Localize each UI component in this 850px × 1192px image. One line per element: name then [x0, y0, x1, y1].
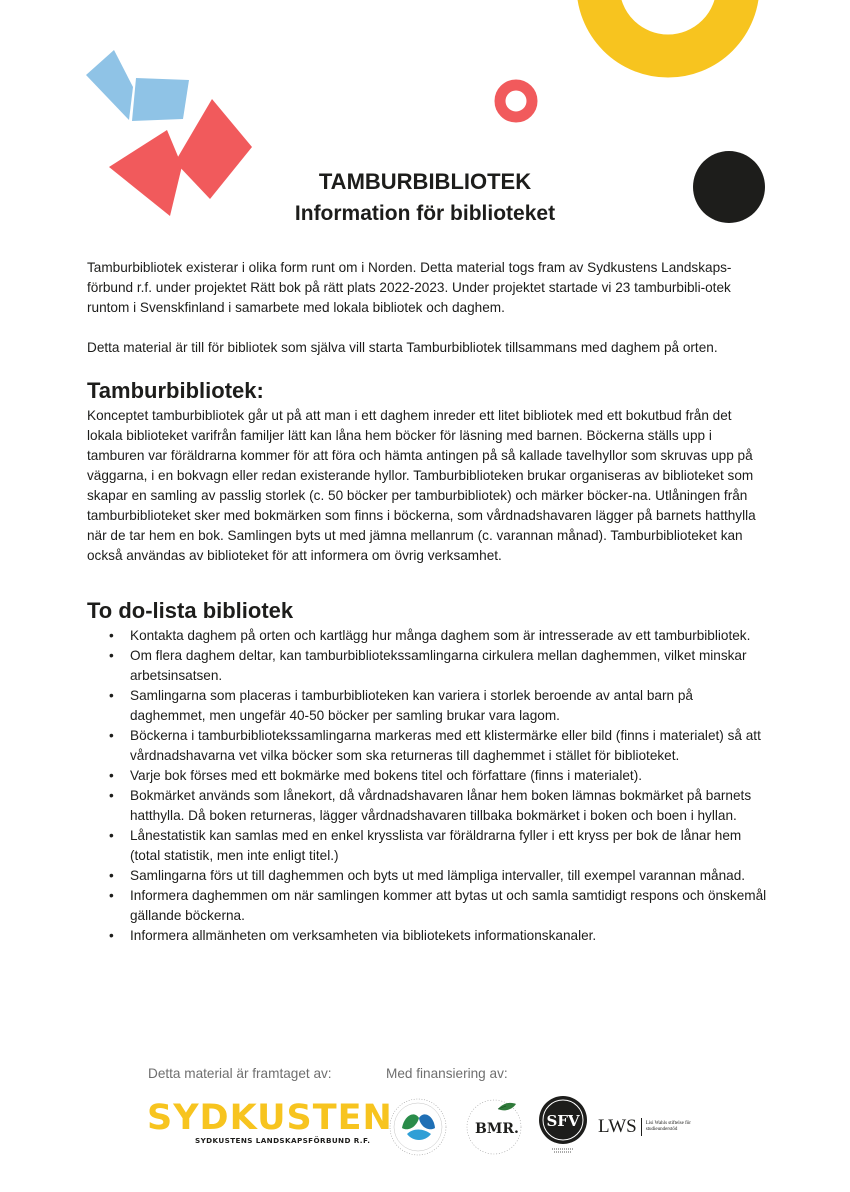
- todo-item: • Bokmärket används som lånekort, då vårdnadshavaren lånar hem boken lämnas bokmärket på barnets hatthylla. Då boken returneras, lägger vårdnadshavaren tillbaka bokmärket i boken och boen i hyllan.: [87, 786, 767, 826]
- todo-section: [87, 598, 767, 946]
- todo-item: • Varje bok förses med ett bokmärke med bokens titel och författare (finns i materialet).: [87, 766, 767, 786]
- todo-item: • Samlingarna som placeras i tamburbiblioteken kan variera i storlek beroende av antal barn på daghemmet, men ungefär 40-50 böcker per samling brukar vara lagom.: [87, 686, 767, 726]
- todo-item: • Kontakta daghem på orten och kartlägg hur många daghem som är intresserade av ett tamburbibliotek.: [87, 626, 767, 646]
- funding-label: Med finansiering av:: [386, 1066, 508, 1081]
- todo-heading: To do-lista bibliotek: [87, 598, 294, 623]
- concept-section: [87, 378, 767, 566]
- intro-text-2: Detta material är till för bibliotek som själva vill starta Tamburbibliotek tillsammans med daghem på orten.: [87, 340, 718, 355]
- todo-list: [87, 626, 767, 946]
- lws-logo-separator: [641, 1118, 642, 1136]
- sydkusten-logo: [147, 1100, 393, 1145]
- intro-text-1: Tamburbibliotek existerar i olika form runt om i Norden. Detta material togs fram av Sydkustens Landskaps-förbund r.f. under projektet Rätt bok på rätt plats 2022-2023. Under projektet startade vi 23 tamburbibli-otek runtom i Svenskfinland i samarbete med lokala bibliotek och daghem.: [87, 260, 732, 315]
- todo-item: • Böckerna i tamburbibliotekssamlingarna markeras med ett klistermärke eller bild (finns i materialet) så att vårdnadshavarna vet vilka böcker som ska returneras till daghemmet i stället för biblioteket.: [87, 726, 767, 766]
- title-block: [0, 168, 850, 228]
- todo-item: • Informera daghemmen om när samlingen kommer att bytas ut och samla samtidigt respons och önskemål gällande böckerna.: [87, 886, 767, 926]
- todo-item: • Lånestatistik kan samlas med en enkel krysslista var föräldrarna fyller i ett kryss per bok de lånar hem (total statistik, men inte enligt titel.): [87, 826, 767, 866]
- lws-logo-text: LWS: [598, 1116, 637, 1137]
- sydkusten-logo-subtitle: SYDKUSTENS LANDSKAPSFÖRBUND R.F.: [195, 1136, 371, 1145]
- concept-body: Konceptet tamburbibliotek går ut på att man i ett daghem inreder ett litet bibliotek med ett bokutbud från det lokala biblioteket varifrån familjer lätt kan låna hem böcker för läsning med barnen. Böckerna ställs upp i tamburen var föräldrarna kommer för att föra och hämta antingen på så kallade tavelhyllor som skruvas upp på väggarna, i en bokvagn eller redan existerande hyllor. Tamburbiblioteken brukar organiseras av biblioteket som skapar en samling av passlig storlek (c. 50 böcker per tamburbibliotek) och märker böcker-na. Utlåningen från tamburbiblioteket sker med bokmärken som finns i böckerna, som vårdnadshavaren lägger på barnets hatthylla när de tar hem en bok. Samlingen byts ut med jämna mellanrum (c. varannan månad). Tamburbiblioteket kan också användas av biblioteket för att informera om övrig verksamhet.: [87, 408, 756, 563]
- sfv-logo: [537, 1094, 589, 1156]
- todo-item: • Om flera daghem deltar, kan tamburbibliotekssamlingarna cirkulera mellan daghemmen, vilket minskar arbetsinsatsen.: [87, 646, 767, 686]
- concept-heading: Tamburbibliotek:: [87, 378, 264, 403]
- made-by-label: Detta material är framtaget av:: [148, 1066, 332, 1081]
- intro-paragraph-2: [87, 338, 767, 358]
- lws-logo: [598, 1116, 698, 1138]
- intro-paragraph-1: [87, 258, 767, 318]
- yellow-ring-icon: [598, 0, 738, 56]
- page-title: TAMBURBIBLIOTEK: [318, 169, 532, 194]
- sfv-logo-text: SFV: [546, 1112, 580, 1130]
- bmr-logo-text: BMR.: [475, 1121, 519, 1137]
- coral-ring-icon: [500, 85, 532, 117]
- utbildningsstyrelsen-logo: [387, 1096, 449, 1158]
- page-subtitle: Information för biblioteket: [294, 202, 556, 225]
- todo-item: • Samlingarna förs ut till daghemmen och byts ut med lämpliga intervaller, till exempel varannan månad.: [87, 866, 767, 886]
- todo-item: • Informera allmänheten om verksamheten via bibliotekets informationskanaler.: [87, 926, 767, 946]
- blue-open-book-icon: [86, 50, 189, 121]
- sydkusten-logo-word: SYDKUSTEN: [147, 1098, 393, 1138]
- lws-logo-small-text: Lisi Wahls stiftelse för studieunderstöd: [645, 1121, 691, 1132]
- bmr-logo: [460, 1094, 532, 1158]
